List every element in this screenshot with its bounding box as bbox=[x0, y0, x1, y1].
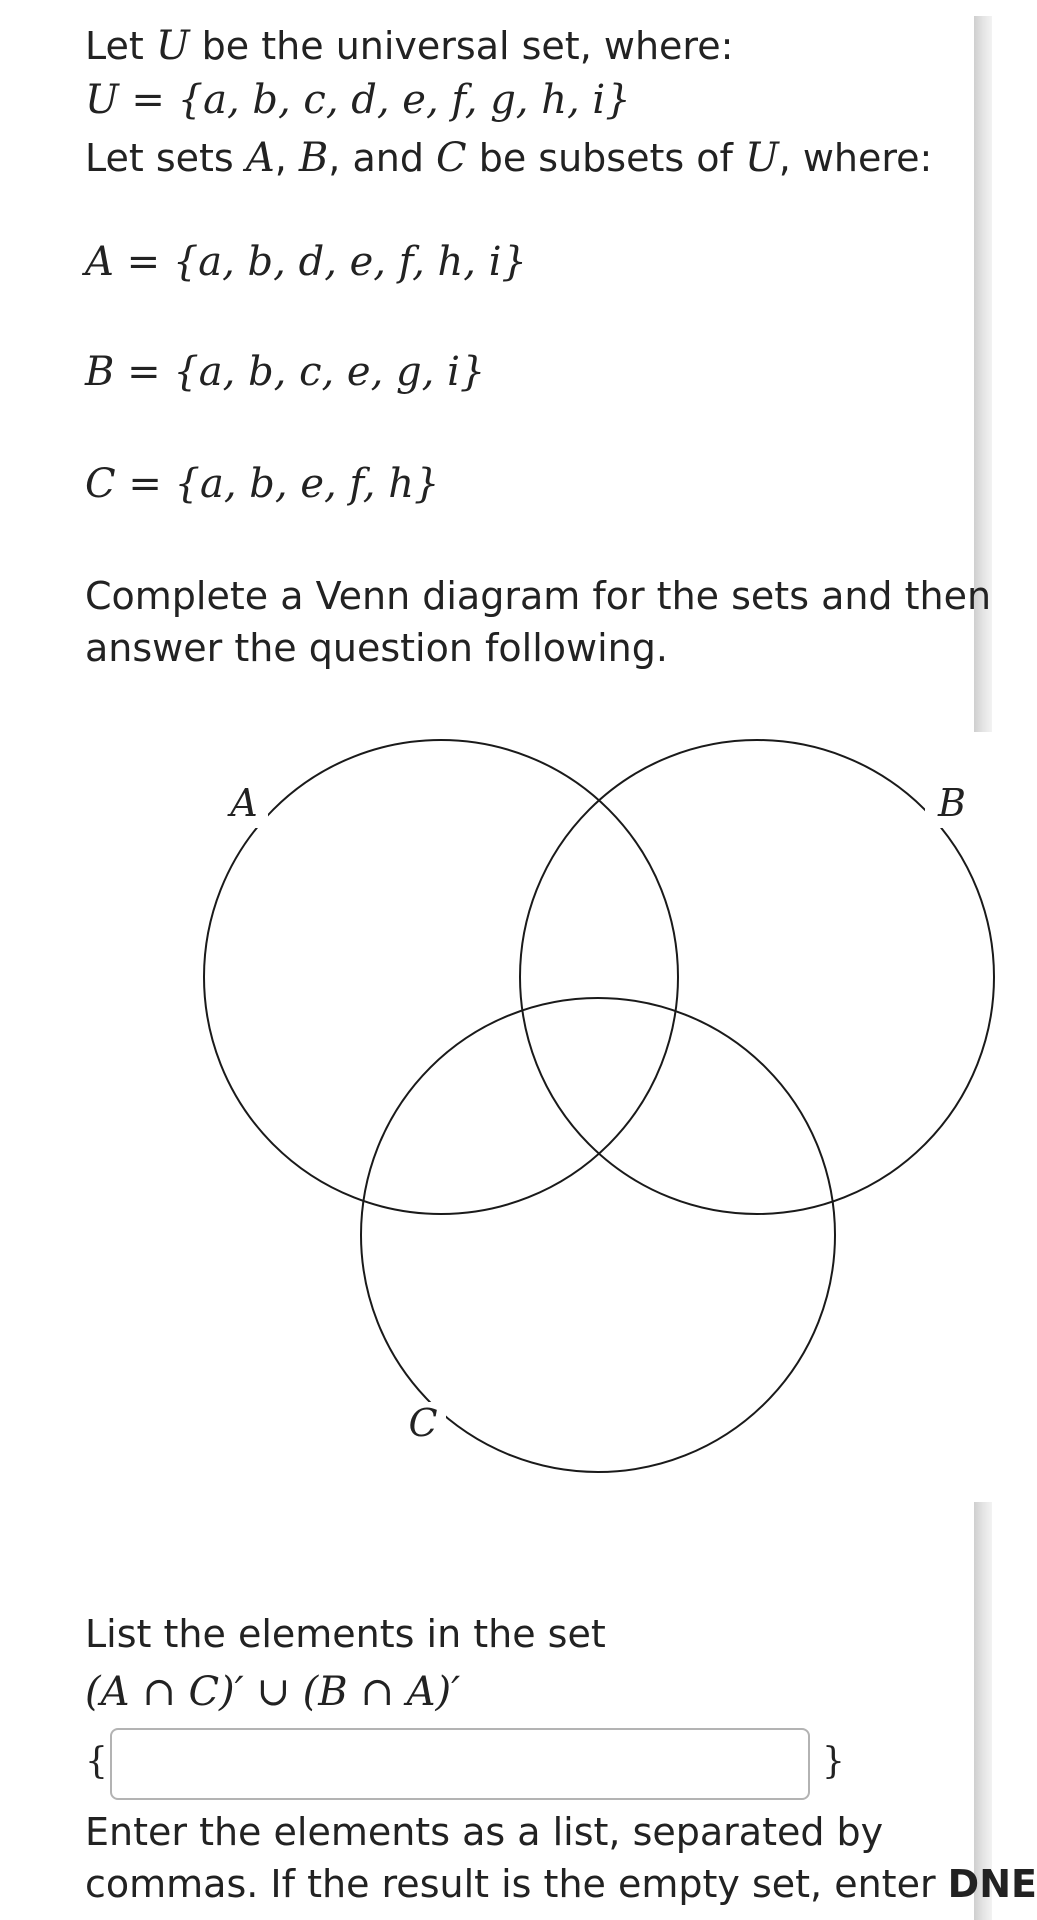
venn-diagram bbox=[0, 700, 985, 1500]
answer-input[interactable] bbox=[110, 1728, 810, 1800]
venn-label-b: B bbox=[938, 781, 966, 825]
intro-line-1 bbox=[85, 22, 733, 70]
close-brace: } bbox=[822, 1741, 845, 1782]
question-prompt: List the elements in the set bbox=[85, 1612, 606, 1656]
set-expression: (A ∩ C)′ ∪ (B ∩ A)′ bbox=[85, 1669, 461, 1715]
venn-label-a: A bbox=[230, 781, 258, 825]
intro-text: Let sets bbox=[85, 136, 246, 180]
instruction-line-2: answer the question following. bbox=[85, 626, 668, 670]
var-c: C bbox=[436, 135, 467, 181]
instruction-line-1: Complete a Venn diagram for the sets and then bbox=[85, 574, 992, 618]
intro-text: be subsets of bbox=[466, 136, 745, 180]
universe-definition: U = {a, b, c, d, e, f, g, h, i} bbox=[85, 77, 631, 123]
venn-circle-b[interactable] bbox=[520, 740, 994, 1214]
hint-line-1: Enter the elements as a list, separated by bbox=[85, 1810, 884, 1854]
dne-keyword: DNE bbox=[947, 1862, 1037, 1906]
var-u: U bbox=[744, 135, 779, 181]
set-c-definition: C = {a, b, e, f, h} bbox=[85, 461, 440, 507]
intro-line-3 bbox=[85, 134, 932, 182]
intro-text: Let bbox=[85, 24, 156, 68]
open-brace: { bbox=[85, 1741, 108, 1782]
venn-label-c: C bbox=[408, 1401, 438, 1445]
intro-text: be the universal set, where: bbox=[189, 24, 734, 68]
set-b-definition: B = {a, b, c, e, g, i} bbox=[85, 349, 486, 395]
intro-text: , bbox=[274, 136, 299, 180]
intro-text: , where: bbox=[778, 136, 933, 180]
intro-text: , and bbox=[328, 136, 437, 180]
venn-circle-a[interactable] bbox=[204, 740, 678, 1214]
scroll-rail-bottom[interactable] bbox=[974, 1502, 992, 1920]
var-a: A bbox=[245, 135, 275, 181]
set-a-definition: A = {a, b, d, e, f, h, i} bbox=[85, 239, 527, 285]
scroll-rail-top[interactable] bbox=[974, 16, 992, 732]
hint-line-2 bbox=[85, 1862, 1037, 1908]
var-b: B bbox=[298, 135, 329, 181]
hint-text: commas. If the result is the empty set, enter bbox=[85, 1862, 948, 1906]
var-u: U bbox=[155, 23, 190, 69]
